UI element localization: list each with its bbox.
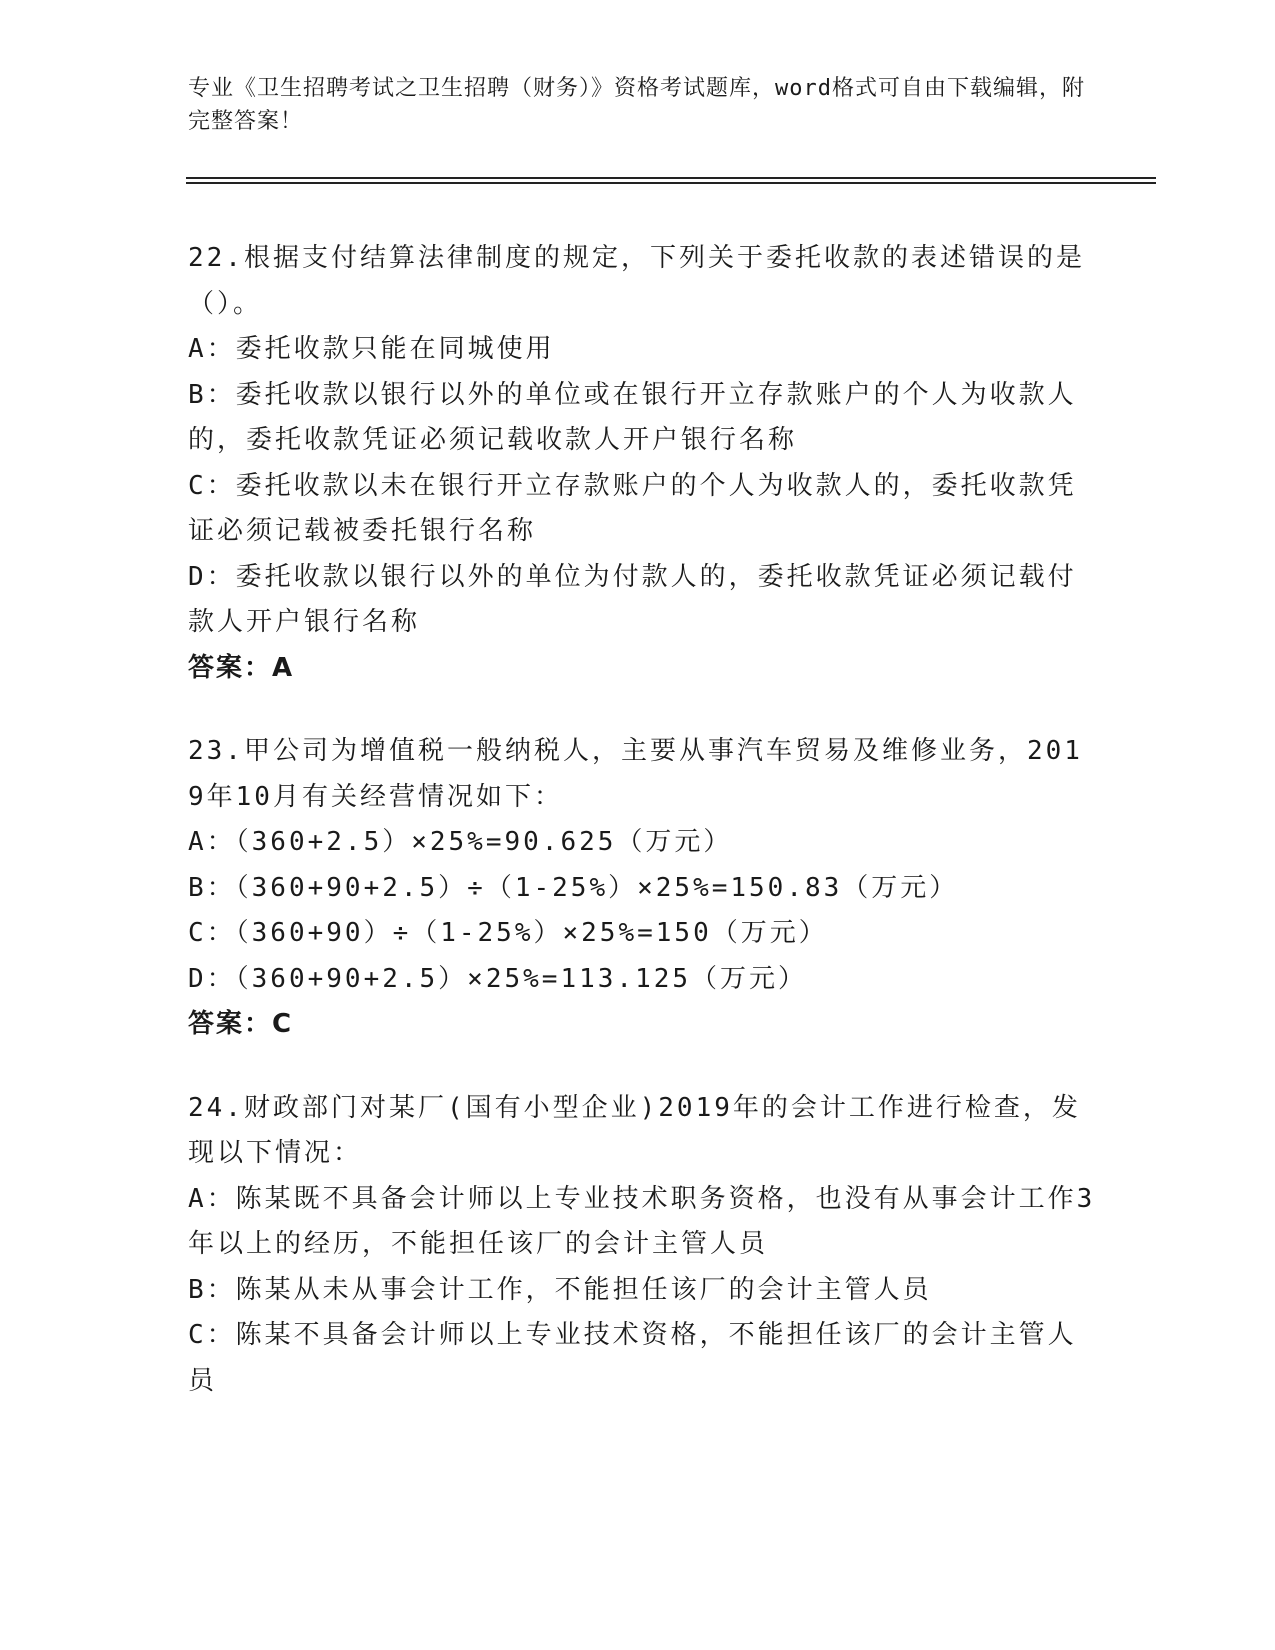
option-a: A：委托收款只能在同城使用: [188, 334, 555, 364]
option-b: B：委托收款以银行以外的单位或在银行开立存款账户的个人为收款人的，委托收款凭证必须记载收款人开户银行名称: [188, 379, 1077, 455]
question-text: 22.根据支付结算法律制度的规定，下列关于委托收款的表述错误的是（）。: [188, 243, 1085, 319]
question-text: 24.财政部门对某厂(国有小型企业)2019年的会计工作进行检查，发现以下情况：: [188, 1092, 1081, 1168]
option-c: C：委托收款以未在银行开立存款账户的个人为收款人的，委托收款凭证必须记载被委托银行名称: [188, 470, 1077, 546]
option-c: C：（360+90）÷（1-25%）×25%=150（万元）: [188, 918, 828, 948]
question-22: [188, 236, 1098, 691]
option-a: A：陈某既不具备会计师以上专业技术职务资格，也没有从事会计工作3年以上的经历，不能担任该厂的会计主管人员: [188, 1183, 1096, 1259]
option-a: A：（360+2.5）×25%=90.625（万元）: [188, 827, 733, 857]
question-list: [188, 236, 1098, 1442]
answer-text: 答案：C: [188, 1009, 294, 1039]
option-d: D：（360+90+2.5）×25%=113.125（万元）: [188, 963, 808, 994]
question-23: [188, 729, 1098, 1048]
document-header: [188, 72, 1088, 138]
option-d: D：委托收款以银行以外的单位为付款人的，委托收款凭证必须记载付款人开户银行名称: [188, 561, 1077, 637]
option-c: C：陈某不具备会计师以上专业技术资格，不能担任该厂的会计主管人员: [188, 1320, 1077, 1396]
header-divider-top: [186, 177, 1156, 179]
header-text: 专业《卫生招聘考试之卫生招聘（财务）》资格考试题库，word格式可自由下载编辑，附完整答案！: [188, 76, 1085, 134]
option-b: B：陈某从未从事会计工作，不能担任该厂的会计主管人员: [188, 1274, 932, 1305]
answer-text: 答案：A: [188, 652, 295, 683]
question-24: [188, 1086, 1098, 1405]
option-b: B：（360+90+2.5）÷（1-25%）×25%=150.83（万元）: [188, 872, 959, 903]
question-text: 23.甲公司为增值税一般纳税人，主要从事汽车贸易及维修业务，2019年10月有关经营情况如下：: [188, 736, 1083, 812]
header-divider-bottom: [186, 182, 1156, 184]
